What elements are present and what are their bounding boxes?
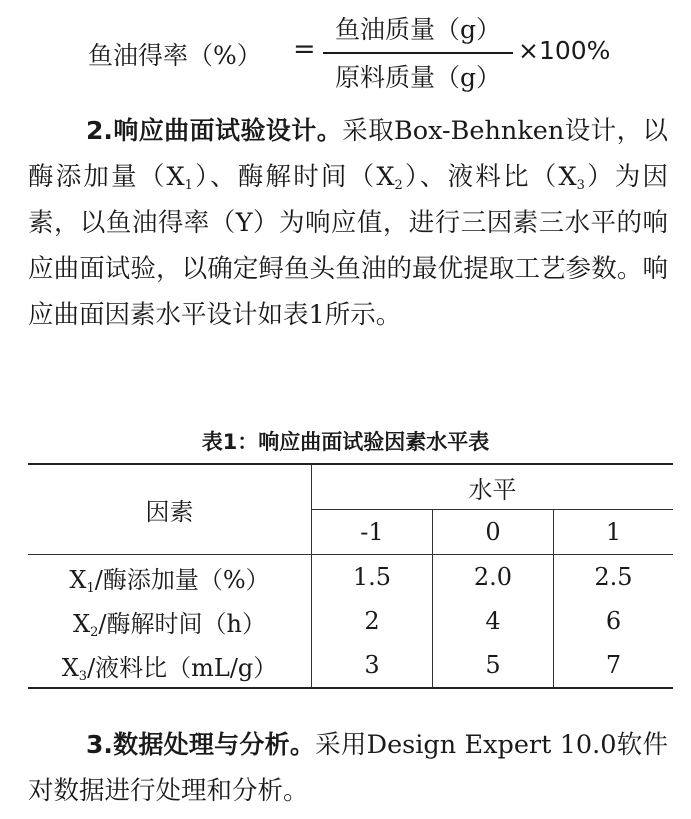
- section-3-text: 采用Design Expert 10.0软件对数据进行处理和分析。: [28, 730, 668, 806]
- x1-subscript: 1: [184, 178, 193, 193]
- section-2-text-d: ）为因素，以鱼油得率（Y）为响应值，进行三因素三水平的响应曲面试验，以确定鲟鱼头鱼油的最优提取工艺参数。响应曲面因素水平设计如表1所示。: [28, 162, 668, 330]
- fraction-bar: [323, 52, 513, 54]
- section-2-paragraph: [28, 108, 668, 338]
- value-cell: 2: [312, 599, 433, 643]
- value-cell: 4: [433, 599, 554, 643]
- section-2-heading: 2.响应曲面试验设计。: [86, 116, 343, 145]
- yield-formula: [88, 6, 648, 98]
- formula-numerator: 鱼油质量（g）: [334, 15, 501, 44]
- factor-label: $X_1/$酶添加量（%）: [69, 565, 270, 596]
- formula-equals: =: [293, 34, 316, 65]
- table-row: [28, 643, 673, 688]
- value-cell: 3: [312, 643, 433, 688]
- section-3-paragraph: [28, 722, 668, 814]
- header-level: 水平: [312, 464, 674, 510]
- level-cell: 0: [433, 510, 554, 555]
- section-2-text-b: ）、酶解时间（X: [192, 162, 395, 192]
- factor-label: $X_2/$酶解时间（h）: [73, 609, 266, 640]
- section-3-heading: 3.数据处理与分析。: [86, 730, 316, 759]
- table-row: [28, 555, 673, 600]
- level-cell: -1: [312, 510, 433, 555]
- table-caption: 表1：响应曲面试验因素水平表: [201, 430, 490, 454]
- factor-label: $X_3/$液料比（mL/g）: [61, 653, 278, 684]
- formula-denominator: 原料质量（g）: [334, 63, 501, 92]
- formula-multiplier: ×100%: [518, 36, 611, 65]
- level-cell: 1: [554, 510, 674, 555]
- x3-subscript: 3: [576, 178, 585, 193]
- value-cell: 5: [433, 643, 554, 688]
- formula-lhs: 鱼油得率（%）: [88, 41, 262, 70]
- table-row: [28, 599, 673, 643]
- factor-level-table: [28, 463, 673, 689]
- value-cell: 7: [554, 643, 674, 688]
- section-2-text-c: ）、液料比（X: [402, 162, 577, 192]
- value-cell: 2.0: [433, 555, 554, 600]
- value-cell: 1.5: [312, 555, 433, 600]
- value-cell: 2.5: [554, 555, 674, 600]
- section-2-text-a: 采取Box-Behnken设计，以酶添加量（X: [28, 116, 668, 192]
- x2-subscript: 2: [394, 178, 403, 193]
- header-factor: 因素: [28, 464, 312, 555]
- value-cell: 6: [554, 599, 674, 643]
